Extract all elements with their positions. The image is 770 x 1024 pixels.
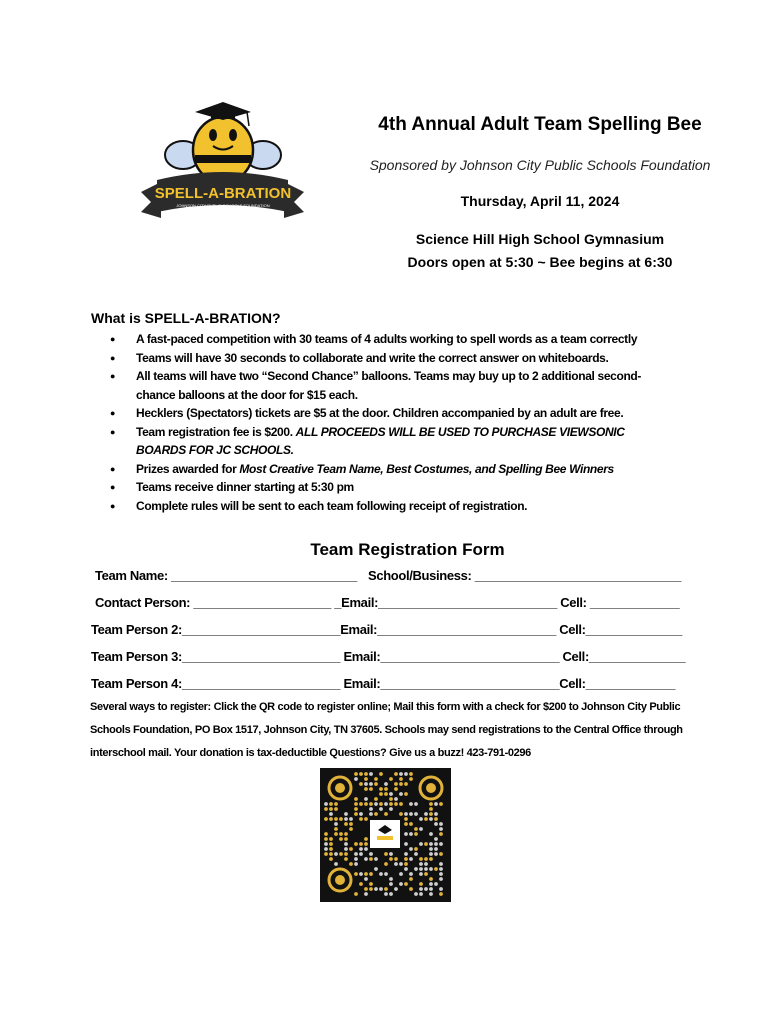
team-person-4-row[interactable]: Team Person 4:_______________________ Email:__________________________Cell:_____________ <box>91 676 676 691</box>
list-item <box>110 423 670 460</box>
contact-person-row[interactable]: Contact Person: ____________________ _Email:__________________________ Cell: _____________ <box>95 595 680 610</box>
register-note-line-1: Several ways to register: Click the QR code to register online; Mail this form with a check for $200 to Johnson City Public <box>90 701 681 713</box>
sponsor-line: Sponsored by Johnson City Public Schools Foundation <box>369 157 711 173</box>
document-title: 4th Annual Adult Team Spelling Bee <box>378 114 702 135</box>
bee-mascot-icon <box>135 100 310 240</box>
team-person-3-row[interactable]: Team Person 3:_______________________ Email:__________________________ Cell:______________ <box>91 649 686 664</box>
logo-wordmark: SPELL-A-BRATION <box>154 185 292 202</box>
spell-a-bration-logo <box>135 100 310 240</box>
list-item: ● All teams will have two “Second Chance” balloons. Teams may buy up to 2 additional second-chance balloons at the door for $15 each. <box>110 367 670 404</box>
event-times: Doors open at 5:30 ~ Bee begins at 6:30 <box>407 254 673 270</box>
what-is-heading: What is SPELL-A-BRATION? <box>91 310 281 326</box>
event-venue: Science Hill High School Gymnasium <box>415 231 665 247</box>
proceeds-note: ALL PROCEEDS WILL BE USED TO PURCHASE VIEWSONIC BOARDS FOR JC SCHOOLS. <box>136 424 625 457</box>
registration-qr-code[interactable] <box>320 768 451 902</box>
qr-code-icon <box>320 768 451 902</box>
register-note-line-2: Schools Foundation, PO Box 1517, Johnson City, TN 37605. Schools may send registrations to the Central Office through <box>90 724 683 736</box>
event-details-list <box>110 330 670 515</box>
list-item: ● Complete rules will be sent to each team following receipt of registration. <box>110 497 670 516</box>
form-title: Team Registration Form <box>310 540 505 559</box>
school-business-field[interactable]: School/Business: ______________________________ <box>368 568 682 583</box>
team-person-2-row[interactable]: Team Person 2:_______________________Email:__________________________ Cell:______________ <box>91 622 682 637</box>
list-item: ● Teams will have 30 seconds to collaborate and write the correct answer on whiteboards. <box>110 349 670 368</box>
list-item: ● A fast-paced competition with 30 teams of 4 adults working to spell words as a team correctly <box>110 330 670 349</box>
logo-subtext: JOHNSON CITY PUBLIC SCHOOLS FOUNDATION <box>176 203 270 208</box>
event-date: Thursday, April 11, 2024 <box>460 193 620 209</box>
list-item <box>110 460 670 479</box>
list-item: ● Hecklers (Spectators) tickets are $5 at the door. Children accompanied by an adult are free. <box>110 404 670 423</box>
register-note-line-3: interschool mail. Your donation is tax-deductible Questions? Give us a buzz! 423-791-0296 <box>90 747 531 759</box>
prize-categories: Most Creative Team Name, Best Costumes, and Spelling Bee Winners <box>239 461 614 476</box>
list-item: ● Teams receive dinner starting at 5:30 pm <box>110 478 670 497</box>
team-name-field[interactable]: Team Name: ___________________________ <box>95 568 357 583</box>
fee-text: Team registration fee is $200. <box>136 424 296 439</box>
prizes-text: Prizes awarded for <box>136 461 240 476</box>
